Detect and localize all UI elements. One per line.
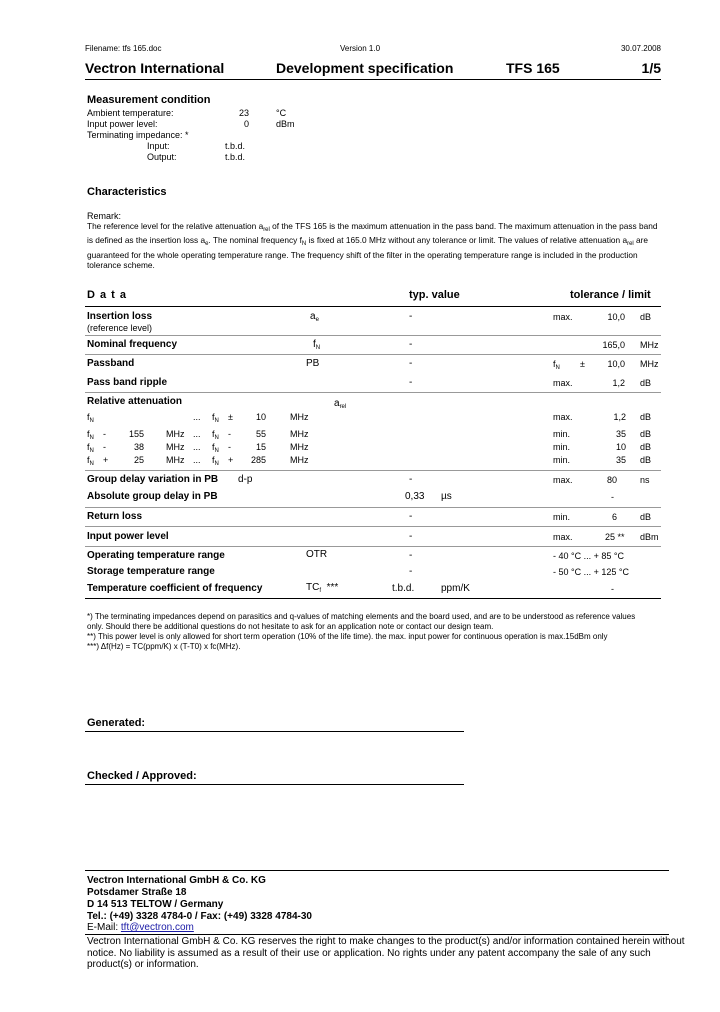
input-lim: max.	[553, 532, 573, 542]
st-typ: -	[409, 566, 413, 577]
passband-unit: MHz	[640, 359, 659, 369]
rel-op1: +	[103, 455, 109, 465]
rel-f: $f_N$	[87, 412, 94, 424]
agd-val: -	[611, 492, 614, 502]
return-loss-label: Return loss	[87, 511, 143, 522]
rel-b: 55	[255, 429, 266, 439]
rel-att-label: Relative attenuation	[87, 396, 183, 407]
rel-u2: MHz	[290, 455, 309, 465]
footer-city: D 14 513 TELTOW / Germany	[87, 899, 224, 910]
power-value: 0	[243, 119, 249, 129]
header-page: 1/5	[641, 60, 661, 76]
input-unit: dBm	[640, 532, 659, 542]
agd-typ: 0,33	[405, 491, 425, 502]
rel-op2: -	[228, 429, 231, 439]
nominal-unit: MHz	[640, 340, 659, 350]
rel-f2: $f_N$	[212, 442, 219, 454]
rel-dots: ...	[193, 412, 201, 422]
measurement-title: Measurement condition	[87, 94, 211, 106]
gdv-label: Group delay variation in PB	[87, 474, 219, 485]
rel-val: 35	[615, 455, 626, 465]
return-typ: -	[409, 511, 413, 522]
rel-val: 10	[615, 442, 626, 452]
rel-a: 25	[133, 455, 144, 465]
insertion-val: 10,0	[607, 312, 625, 322]
op-temp-label: Operating temperature range	[87, 550, 225, 561]
footer-email-line: E-Mail: tft@vectron.com	[87, 922, 194, 933]
passband-typ: -	[409, 358, 413, 369]
passband-lim: $f_N$	[553, 359, 560, 371]
col-data: D a t a	[87, 289, 128, 301]
rel-b: 10	[255, 412, 266, 422]
ripple-lim: max.	[553, 378, 573, 388]
power-unit: dBm	[276, 119, 295, 129]
terminating-label: Terminating impedance: *	[87, 130, 189, 140]
rel-f2: $f_N$	[212, 412, 219, 424]
input-power-label: Input power level	[87, 531, 169, 542]
st-temp-label: Storage temperature range	[87, 566, 215, 577]
checked-label: Checked / Approved:	[87, 770, 197, 782]
rel-u2: MHz	[290, 442, 309, 452]
rel-a: 38	[133, 442, 144, 452]
header-version: Version 1.0	[340, 44, 381, 53]
rel-op2: -	[228, 442, 231, 452]
gdv-typ: -	[409, 474, 413, 485]
power-label: Input power level:	[87, 119, 158, 129]
ripple-unit: dB	[640, 378, 652, 388]
col-tol: tolerance / limit	[570, 289, 651, 301]
rel-dots: ...	[193, 429, 201, 439]
rel-op1: -	[103, 429, 106, 439]
return-val: 6	[611, 512, 617, 522]
remark-text: The reference level for the relative attenuation $a_{rel}$ of the TFS 165 is the maximum attenuation in the pass band. The maximum attenuation in the pass band is defined as the insertion loss $a_e$. The nominal frequency $f_N$ is fixed at 165.0 MHz without any tolerance or limit. The values of relative attenuation $a_{rel}$ are guaranteed for the whole operating temperature range. The frequency shift of the filter in the operating temperature range is included in the production tolerance scheme.	[87, 221, 658, 270]
footer-rule	[85, 870, 669, 871]
rel-op1: -	[103, 442, 106, 452]
disclaimer-3: product(s) or information.	[87, 959, 199, 970]
input-typ: -	[409, 531, 413, 542]
header-filename: Filename: tfs 165.doc	[85, 44, 162, 53]
rel-att-symbol: $a_{rel}$	[334, 398, 347, 410]
header-company: Vectron International	[85, 60, 225, 76]
ambient-unit: °C	[276, 108, 287, 118]
rel-dots: ...	[193, 442, 201, 452]
rel-u1: MHz	[166, 442, 185, 452]
generated-line	[85, 731, 464, 732]
ripple-val: 1,2	[612, 378, 625, 388]
gdv-unit: ns	[640, 475, 650, 485]
rel-f2: $f_N$	[212, 455, 219, 467]
gdv-val: 80	[606, 475, 617, 485]
disclaimer-2: notice. No liability is assumed as a result of their use or application. No rights under any patent accompany the sale of any such	[87, 948, 651, 959]
ambient-label: Ambient temperature:	[87, 108, 174, 118]
header-rule	[85, 79, 661, 80]
footer-tel: Tel.: (+49) 3328 4784-0 / Fax: (+49) 3328 4784-30	[87, 911, 312, 922]
rel-u1: MHz	[166, 429, 185, 439]
rel-lim: min.	[553, 429, 571, 439]
input-label: Input:	[147, 141, 170, 151]
rel-f2: $f_N$	[212, 429, 219, 441]
rel-u2: MHz	[290, 429, 309, 439]
footnote-3: ***) Δf(Hz) = TC(ppm/K) x (T-T0) x fc(MHz).	[87, 642, 241, 651]
rel-lim: min.	[553, 442, 571, 452]
footer-email-link[interactable]: tft@vectron.com	[120, 922, 194, 933]
rel-op2: ±	[228, 412, 233, 422]
footnote-1b: only. Should there be additional questions do not hesitate to ask for an application note or contact our design team.	[87, 622, 494, 631]
op-symbol: OTR	[306, 549, 328, 560]
nominal-symbol: $f_N$	[313, 339, 321, 351]
ambient-value: 23	[238, 108, 249, 118]
agd-label: Absolute group delay in PB	[87, 491, 218, 502]
footer-company: Vectron International GmbH & Co. KG	[87, 875, 266, 886]
output-label: Output:	[147, 152, 177, 162]
remark-label: Remark:	[87, 211, 122, 221]
tc-val: -	[611, 584, 614, 594]
rel-val: 1,2	[613, 412, 626, 422]
output-value: t.b.d.	[225, 152, 246, 162]
insertion-lim: max.	[553, 312, 573, 322]
nominal-val: 165,0	[602, 340, 625, 350]
tc-unit: ppm/K	[441, 583, 470, 594]
insertion-ref: (reference level)	[87, 323, 153, 333]
insertion-symbol: $a_e$	[310, 311, 319, 323]
rel-dots: ...	[193, 455, 201, 465]
rel-f: $f_N$	[87, 429, 94, 441]
agd-typ-unit: µs	[441, 491, 452, 502]
rel-unit: dB	[640, 429, 652, 439]
characteristics-title: Characteristics	[87, 186, 167, 198]
footnote-1a: *) The terminating impedances depend on parasitics and q-values of matching elements and the board used, and are to be understood as reference values	[87, 612, 636, 621]
return-lim: min.	[553, 512, 571, 522]
rel-u2: MHz	[290, 412, 309, 422]
rel-unit: dB	[640, 412, 652, 422]
rel-u1: MHz	[166, 455, 185, 465]
passband-label: Passband	[87, 358, 135, 369]
passband-val: 10,0	[607, 359, 625, 369]
insertion-typ: -	[409, 311, 413, 322]
rel-f: $f_N$	[87, 455, 94, 467]
header-doc-title: Development specification	[276, 60, 454, 76]
op-typ: -	[409, 550, 413, 561]
nominal-typ: -	[409, 339, 413, 350]
rel-b: 285	[250, 455, 266, 465]
rel-lim: max.	[553, 412, 573, 422]
header-product: TFS 165	[506, 60, 560, 76]
footnote-2: **) This power level is only allowed for short term operation (10% of the life time). the max. input power for continuous operation is max.15dBm only	[87, 632, 608, 641]
rel-val: 35	[615, 429, 626, 439]
footer-street: Potsdamer Straße 18	[87, 887, 187, 898]
rel-lim: min.	[553, 455, 571, 465]
ripple-label: Pass band ripple	[87, 377, 168, 388]
tc-symbol: $TC_f$ ***	[306, 582, 339, 594]
passband-pm: ±	[580, 359, 585, 369]
generated-label: Generated:	[87, 717, 146, 729]
col-typ: typ. value	[409, 289, 460, 301]
rel-a: 155	[128, 429, 144, 439]
rel-op2: +	[228, 455, 234, 465]
gdv-symbol: d-p	[238, 474, 253, 485]
op-val: - 40 °C ... + 85 °C	[553, 551, 624, 561]
insertion-loss-label: Insertion loss	[87, 311, 153, 322]
return-unit: dB	[640, 512, 652, 522]
rel-unit: dB	[640, 455, 652, 465]
tc-label: Temperature coefficient of frequency	[87, 583, 263, 594]
header-date: 30.07.2008	[620, 44, 661, 53]
input-val: 25 **	[605, 532, 625, 542]
insertion-unit: dB	[640, 312, 652, 322]
passband-symbol: PB	[306, 358, 320, 369]
tc-typ: t.b.d.	[392, 583, 415, 594]
st-val: - 50 °C ... + 125 °C	[553, 567, 629, 577]
rel-b: 15	[255, 442, 266, 452]
gdv-lim: max.	[553, 475, 573, 485]
nominal-frequency-label: Nominal frequency	[87, 339, 178, 350]
rel-unit: dB	[640, 442, 652, 452]
rel-f: $f_N$	[87, 442, 94, 454]
disclaimer-1: Vectron International GmbH & Co. KG reserves the right to make changes to the product(s) and/or information contained herein without	[87, 936, 685, 947]
ripple-typ: -	[409, 377, 413, 388]
checked-line	[85, 784, 464, 785]
input-value: t.b.d.	[225, 141, 246, 151]
